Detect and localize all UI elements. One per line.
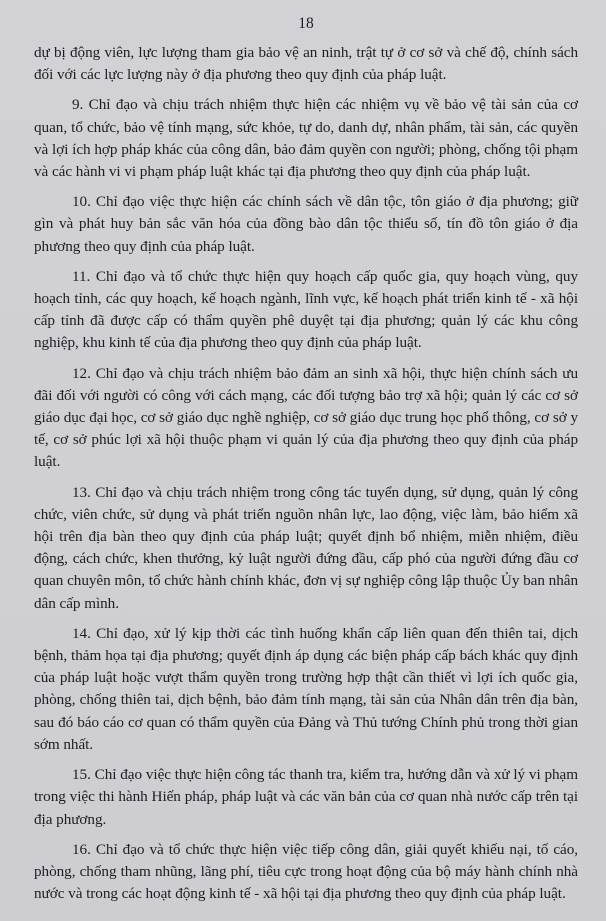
- page-number: 18: [298, 15, 314, 32]
- paragraph-item-9: 9. Chỉ đạo và chịu trách nhiệm thực hiện các nhiệm vụ về bảo vệ tài sản của cơ quan, tổ chức, bảo vệ tính mạng, sức khỏe, tự do, danh dự, nhân phẩm, tài sản, các quyền và lợi ích hợp pháp khác của công dân, bảo đảm quyền con người; phòng, chống tội phạm và các hành vi vi phạm pháp luật khác tại địa phương theo quy định của pháp luật.: [34, 96, 578, 181]
- paragraph-item-14: 14. Chỉ đạo, xử lý kịp thời các tình huống khẩn cấp liên quan đến thiên tai, dịch bệnh, thảm họa tại địa phương; quyết định áp dụng các biện pháp cấp bách khác quy định của pháp luật hoặc vượt thẩm quyền trong trường hợp thật cần thiết vì lợi ích quốc gia, phòng, chống thiên tai, dịch bệnh, bảo đảm tính mạng, tài sản của Nhân dân trên địa bàn, sau đó báo cáo cơ quan có thẩm quyền của Đảng và Thủ tướng Chính phủ trong thời gian sớm nhất.: [34, 624, 578, 753]
- paragraph-item-13: 13. Chỉ đạo và chịu trách nhiệm trong công tác tuyển dụng, sử dụng, quản lý công chức, viên chức, sử dụng và phát triển nguồn nhân lực, lao động, việc làm, bảo hiểm xã hội trên địa bàn theo quy định của pháp luật; quyết định bổ nhiệm, miễn nhiệm, điều động, cách chức, khen thưởng, kỷ luật người đứng đầu, cấp phó của người đứng đầu cơ quan chuyên môn, tổ chức hành chính khác, đơn vị sự nghiệp công lập thuộc Ủy ban nhân dân cấp mình.: [34, 483, 578, 612]
- paragraph-item-16: 16. Chỉ đạo và tổ chức thực hiện việc tiếp công dân, giải quyết khiếu nại, tố cáo, phòng, chống tham nhũng, lãng phí, tiêu cực trong hoạt động của bộ máy hành chính nhà nước và trong các hoạt động kinh tế - xã hội tại địa phương theo quy định của pháp luật.: [34, 840, 578, 903]
- paragraph-item-11: 11. Chỉ đạo và tổ chức thực hiện quy hoạch cấp quốc gia, quy hoạch vùng, quy hoạch tỉnh, các quy hoạch, kế hoạch ngành, lĩnh vực, kế hoạch phát triển kinh tế - xã hội cấp tỉnh đã được cấp có thẩm quyền phê duyệt tại địa phương; quản lý các khu công nghiệp, khu kinh tế của địa phương theo quy định của pháp luật.: [34, 267, 578, 352]
- paragraph-item-15: 15. Chỉ đạo việc thực hiện công tác thanh tra, kiểm tra, hướng dẫn và xử lý vi phạm trong việc thi hành Hiến pháp, pháp luật và các văn bản của cơ quan nhà nước cấp trên tại địa phương.: [34, 766, 578, 828]
- paragraph-item-12: 12. Chỉ đạo và chịu trách nhiệm bảo đảm an sinh xã hội, thực hiện chính sách ưu đãi đối với người có công với cách mạng, các đối tượng bảo trợ xã hội; quản lý các cơ sở giáo dục đại học, cơ sở giáo dục nghề nghiệp, cơ sở giáo dục trung học phổ thông, cơ sở y tế, cơ sở phúc lợi xã hội thuộc phạm vi quản lý của địa phương theo quy định của pháp luật.: [34, 364, 578, 471]
- paragraph-continuation: dự bị động viên, lực lượng tham gia bảo vệ an ninh, trật tự ở cơ sở và chế độ, chính sách đối với các lực lượng này ở địa phương theo quy định của pháp luật.: [34, 44, 578, 84]
- paragraph-item-10: 10. Chỉ đạo việc thực hiện các chính sách về dân tộc, tôn giáo ở địa phương; giữ gìn và phát huy bản sắc văn hóa của đồng bào dân tộc thiểu số, tín đồ tôn giáo ở địa phương theo quy định của pháp luật.: [34, 193, 578, 255]
